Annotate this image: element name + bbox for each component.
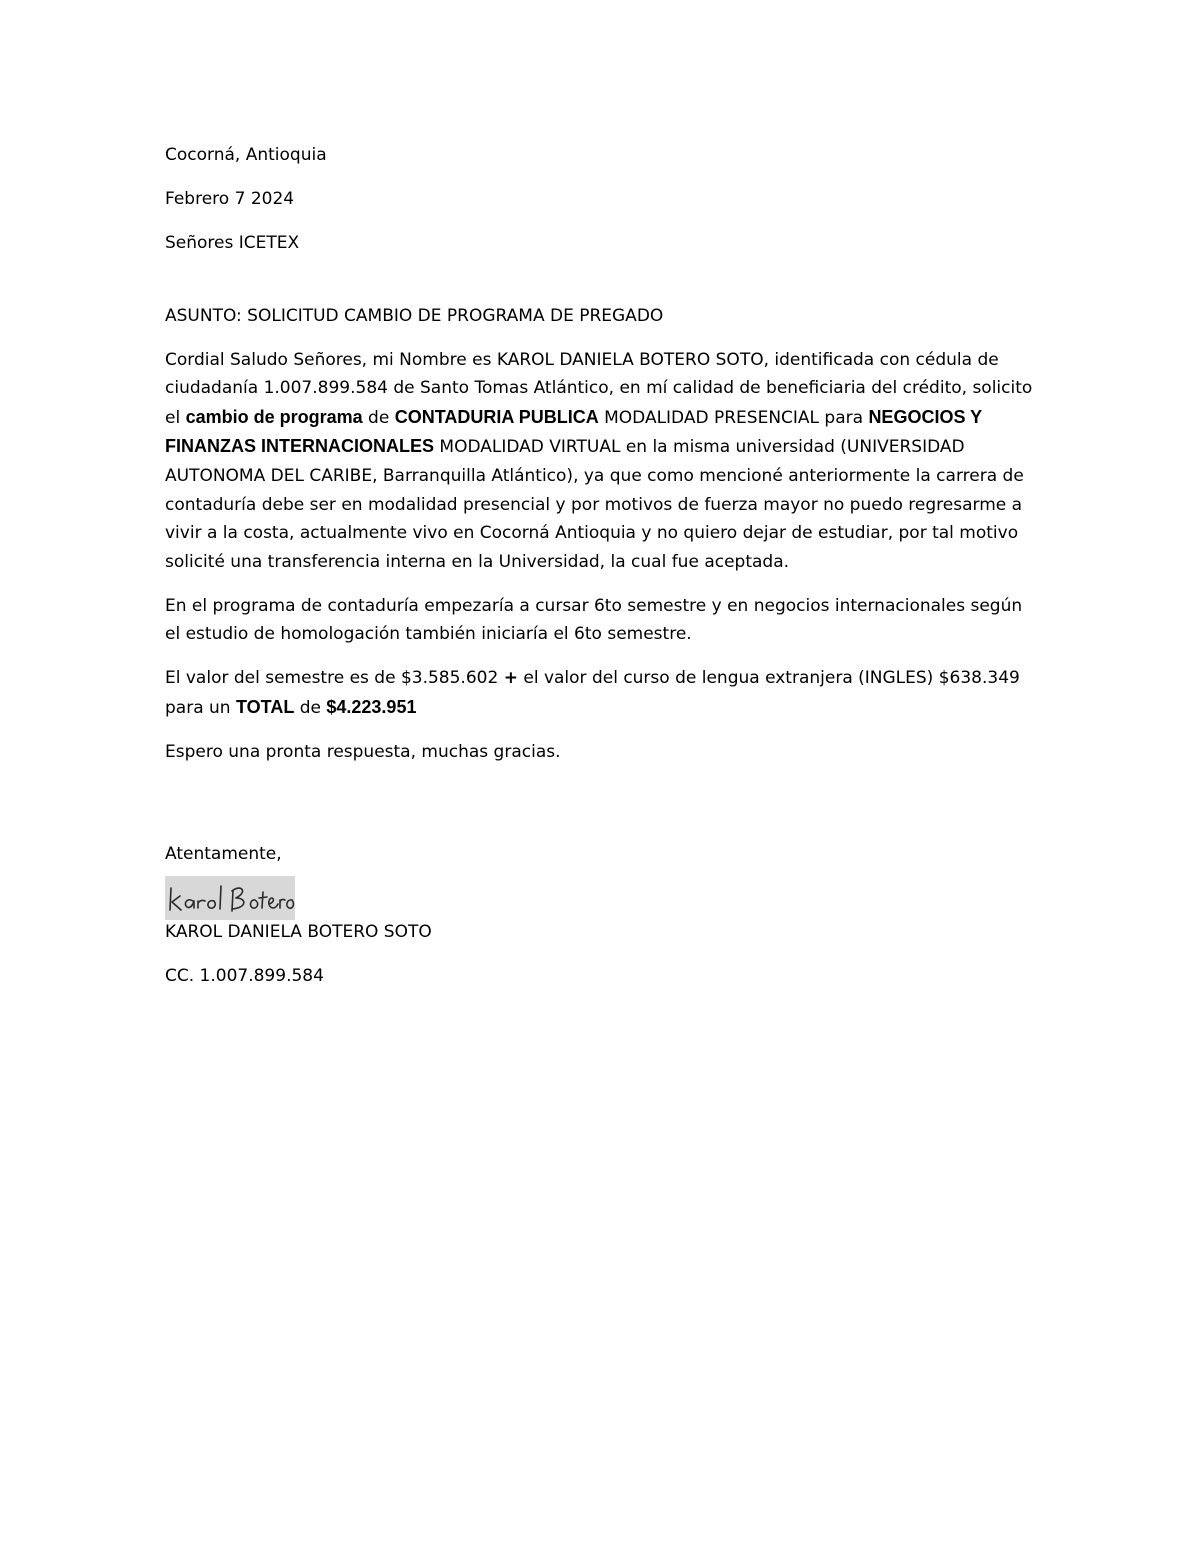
paragraph-text: el valor del curso de lengua extranjera (INGLES) $638.349 para un — [165, 668, 1020, 718]
signer-id: CC. 1.007.899.584 — [165, 966, 324, 987]
emphasis-text: CONTADURIA PUBLICA — [394, 406, 599, 427]
paragraph-text: El valor del semestre es de $3.585.602 — [165, 668, 504, 689]
paragraph-text: Cordial Saludo Señores, mi Nombre es KAROL DANIELA BOTERO SOTO, identificada con cédula de ciudadanía 1.007.899.584 de Santo Tomas Atlántico, en mí calidad de beneficiaria del crédito, solicito el — [165, 349, 1033, 428]
body-paragraph-3 — [165, 664, 1035, 722]
body-paragraph-4: Espero una pronta respuesta, muchas gracias. — [165, 741, 561, 762]
emphasis-text: $4.223.951 — [326, 696, 417, 717]
emphasis-text: cambio de programa — [185, 406, 363, 427]
paragraph-text: de — [362, 407, 395, 428]
letter-body — [165, 141, 1035, 1006]
paragraph-text: de — [294, 697, 327, 718]
letter-date: Febrero 7 2024 — [165, 188, 295, 209]
paragraph-text: MODALIDAD VIRTUAL en la misma universidad (UNIVERSIDAD AUTONOMA DEL CARIBE, Barranquilla Atlántico), ya que como mencioné anteriormente la carrera de contaduría debe ser en modalidad presencial y por motivos de fuerza mayor no puedo regresarme a vivir a la costa, actualmente vivo en Cocorná Antioquia y no quiero dejar de estudiar, por tal motivo solicité una transferencia interna en la Universidad, la cual fue aceptada. — [165, 437, 1024, 572]
emphasis-text: + — [503, 668, 518, 689]
letter-place: Cocorná, Antioquia — [165, 145, 327, 165]
emphasis-text: TOTAL — [235, 696, 295, 717]
emphasis-text: NEGOCIOS Y FINANZAS INTERNACIONALES — [165, 406, 982, 457]
letter-subject: ASUNTO: SOLICITUD CAMBIO DE PROGRAMA DE PREGADO — [165, 305, 664, 326]
paragraph-text: MODALIDAD PRESENCIAL para — [598, 407, 869, 428]
closing-salutation: Atentamente, — [165, 844, 282, 865]
signer-name: KAROL DANIELA BOTERO SOTO — [165, 922, 432, 943]
body-paragraph-1 — [165, 346, 1035, 577]
body-paragraph-2: En el programa de contaduría empezaría a cursar 6to semestre y en negocios internacionales según el estudio de homologación también iniciaría el 6to semestre. — [165, 595, 1023, 645]
letter-recipient: Señores ICETEX — [165, 232, 300, 253]
signature-image — [165, 876, 295, 920]
